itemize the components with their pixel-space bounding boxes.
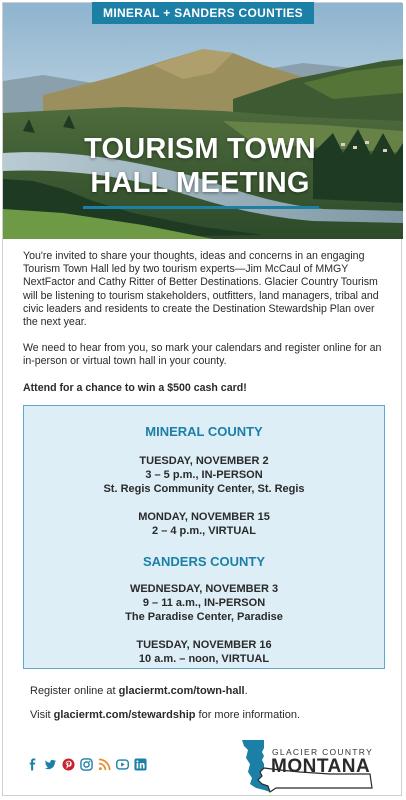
- youtube-icon[interactable]: [116, 758, 129, 771]
- event-time: 9 – 11 a.m., IN-PERSON: [142, 597, 266, 609]
- logo-text-glacier-country: GLACIER COUNTRY: [272, 747, 374, 757]
- event-date: TUESDAY, NOVEMBER 16: [136, 639, 272, 651]
- stewardship-link[interactable]: glaciermt.com/stewardship: [53, 709, 196, 721]
- event-location: The Paradise Center, Paradise: [125, 611, 283, 623]
- title-line-2: HALL MEETING: [90, 167, 310, 199]
- intro-paragraph-1: You're invited to share your thoughts, ideas and concerns in an engaging Tourism Town Hall led by two tourism experts—Jim McCaul of MMGY NextFactor and Cathy Ritter of Better Destinations. Glacier Country Tourism will be listening to tourism stakeholders, outfitters, land managers, tribal and civic leaders and residents to create the Destination Stewardship Plan over the next year.: [23, 250, 379, 329]
- event-time: 10 a.m. – noon, VIRTUAL: [138, 653, 270, 665]
- social-icons: [26, 758, 147, 772]
- register-line: Register online at glaciermt.com/town-hall.: [30, 685, 248, 697]
- county-tag: MINERAL + SANDERS COUNTIES: [92, 2, 314, 24]
- title-line-1: TOURISM TOWN: [84, 133, 316, 165]
- event-sanders-2: [24, 638, 384, 666]
- register-link[interactable]: glaciermt.com/town-hall: [118, 685, 245, 697]
- hero-photo: [3, 3, 403, 239]
- schedule-box: [23, 405, 385, 669]
- event-date: MONDAY, NOVEMBER 15: [138, 511, 270, 523]
- county-heading-sanders: SANDERS COUNTY: [142, 554, 266, 569]
- event-mineral-1: [24, 454, 384, 496]
- event-time: 3 – 5 p.m., IN-PERSON: [145, 469, 263, 481]
- event-date: WEDNESDAY, NOVEMBER 3: [129, 583, 279, 595]
- logo-text-montana: MONTANA: [271, 756, 371, 777]
- title-underline: [83, 206, 319, 209]
- intro-section: [23, 250, 389, 408]
- event-date: TUESDAY, NOVEMBER 2: [139, 455, 269, 467]
- county-heading-mineral: MINERAL COUNTY: [145, 424, 263, 439]
- intro-paragraph-2: We need to hear from you, so mark your calendars and register online for an in-person or virtual town hall in your county.: [23, 342, 382, 368]
- instagram-icon[interactable]: [80, 758, 93, 771]
- event-time: 2 – 4 p.m., VIRTUAL: [152, 525, 256, 537]
- event-location: St. Regis Community Center, St. Regis: [103, 483, 305, 495]
- pinterest-icon[interactable]: [62, 758, 75, 771]
- visit-line: Visit glaciermt.com/stewardship for more information.: [30, 709, 301, 721]
- twitter-icon[interactable]: [44, 758, 57, 771]
- event-mineral-2: [24, 510, 384, 538]
- prize-line: Attend for a chance to win a $500 cash card!: [23, 381, 247, 394]
- event-sanders-1: [24, 582, 384, 624]
- facebook-icon[interactable]: [26, 758, 39, 771]
- linkedin-icon[interactable]: [134, 758, 147, 771]
- landscape-illustration: [3, 3, 403, 239]
- page-title: [0, 132, 400, 200]
- rss-icon[interactable]: [98, 758, 111, 771]
